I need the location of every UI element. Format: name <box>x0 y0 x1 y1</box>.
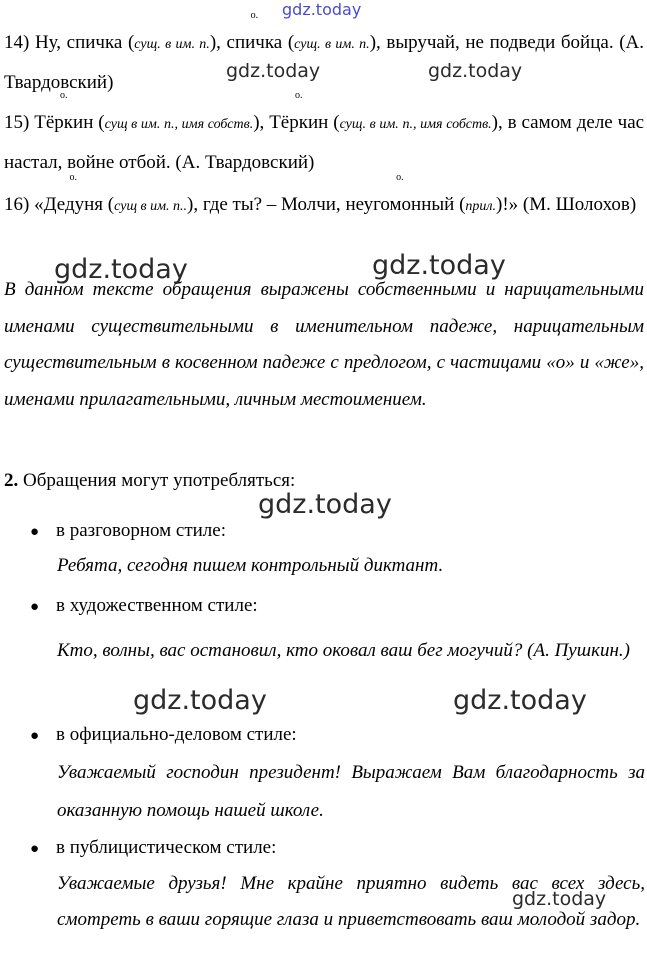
bullet-icon: ● <box>30 599 40 615</box>
watermark: gdz.today <box>133 685 267 716</box>
example-text: )!» (М. Шолохов) <box>496 194 637 215</box>
style-label: в художественном стиле: <box>56 595 258 616</box>
example-14: 14) Ну, спичка (сущ. в им. п.), о. спичка (сущ. в им. п.), выручай, не подведи бойца. (А. Твардовский) <box>4 10 644 93</box>
style-example: Уважаемый господин президент! Выражаем Вам благодарность за оказанную помощь нашей школе. <box>57 762 645 821</box>
example-text: ), где ты? – Молчи, <box>187 194 346 215</box>
address-word: о. Тёркин <box>34 90 94 133</box>
accent-mark: о. <box>396 172 404 183</box>
list-item-artistic <box>30 593 258 620</box>
address-word: о. спичка <box>226 10 283 53</box>
watermark: gdz.today <box>512 888 607 910</box>
section-number: 2. <box>4 470 19 491</box>
accent-mark: о. <box>295 90 303 101</box>
watermark-logo: gdz.today <box>282 0 362 19</box>
watermark: gdz.today <box>453 685 587 716</box>
bullet-icon: ● <box>30 524 40 540</box>
bullet-icon: ● <box>30 728 40 744</box>
grammar-note: прил. <box>465 199 497 214</box>
style-example: Уважаемые друзья! Мне крайне приятно видеть вас всех здесь, смотреть в ваши горящие глаза и приветствовать ваш молодой задор. <box>57 873 645 930</box>
accent-mark: о. <box>250 10 259 21</box>
watermark: gdz.today <box>428 60 523 82</box>
example-text: Ну, спичка <box>34 32 123 53</box>
style-label: в официально-деловом стиле: <box>56 724 297 745</box>
address-word: о. неугомонный <box>345 172 455 215</box>
example-16: 16) « о. Дедуня (сущ в им. п..), где ты? – Молчи, о. неугомонный (прил.)!» (М. Шолохов) <box>4 186 644 226</box>
example-15: 15) о. Тёркин (сущ в им. п., имя собств.), о. Тёркин (сущ. в им. п., имя собств.), в самом деле час настал, войне отбой. (А. Твардовский) <box>4 90 645 173</box>
list-item-conversational <box>30 518 226 545</box>
summary-paragraph: В данном тексте обращения выражены собственными и нарицательными именами существительными в именительном падеже, нарицательным существительным в косвенном падеже с предлогом, с частицами «о» и «же», именами прилагательными, личным местоимением. <box>4 279 644 410</box>
item-number: 16) « <box>4 194 44 215</box>
grammar-note: сущ. в им. п. <box>134 37 210 52</box>
style-example: Ребята, сегодня пишем контрольный диктант. <box>57 555 444 576</box>
accent-mark: о. <box>69 172 78 183</box>
list-item-publicistic <box>30 835 276 862</box>
style-label: в публицистическом стиле: <box>56 837 277 858</box>
accent-mark: о. <box>60 90 68 101</box>
bullet-icon: ● <box>30 841 40 857</box>
watermark: gdz.today <box>258 489 392 520</box>
grammar-note: сущ. в им. п. <box>294 37 370 52</box>
item-number: 14) <box>4 32 35 53</box>
watermark: gdz.today <box>226 60 321 82</box>
style-example: Кто, волны, вас остановил, кто оковал ваш бег могучий? (А. Пушкин.) <box>57 640 630 661</box>
section-title: Обращения могут употребляться: <box>18 470 296 491</box>
item-number: 15) <box>4 112 35 133</box>
example-text: , в самом деле час настал, войне отбой. (А. Твардовский) <box>4 112 645 173</box>
grammar-note: сущ в им. п., имя собств. <box>104 117 254 132</box>
address-word: о. Тёркин <box>269 90 329 133</box>
list-item-official <box>30 722 297 749</box>
example-text: , выручай, не подведи бойца. (А. Твардовский) <box>4 32 644 93</box>
watermark: gdz.today <box>372 250 506 281</box>
watermark: gdz.today <box>54 254 188 285</box>
grammar-note: сущ. в им. п., имя собств. <box>339 117 492 132</box>
style-label: в разговорном стиле: <box>56 520 226 541</box>
grammar-note: сущ в им. п.. <box>114 199 188 214</box>
address-word: о. Дедуня <box>43 172 104 215</box>
